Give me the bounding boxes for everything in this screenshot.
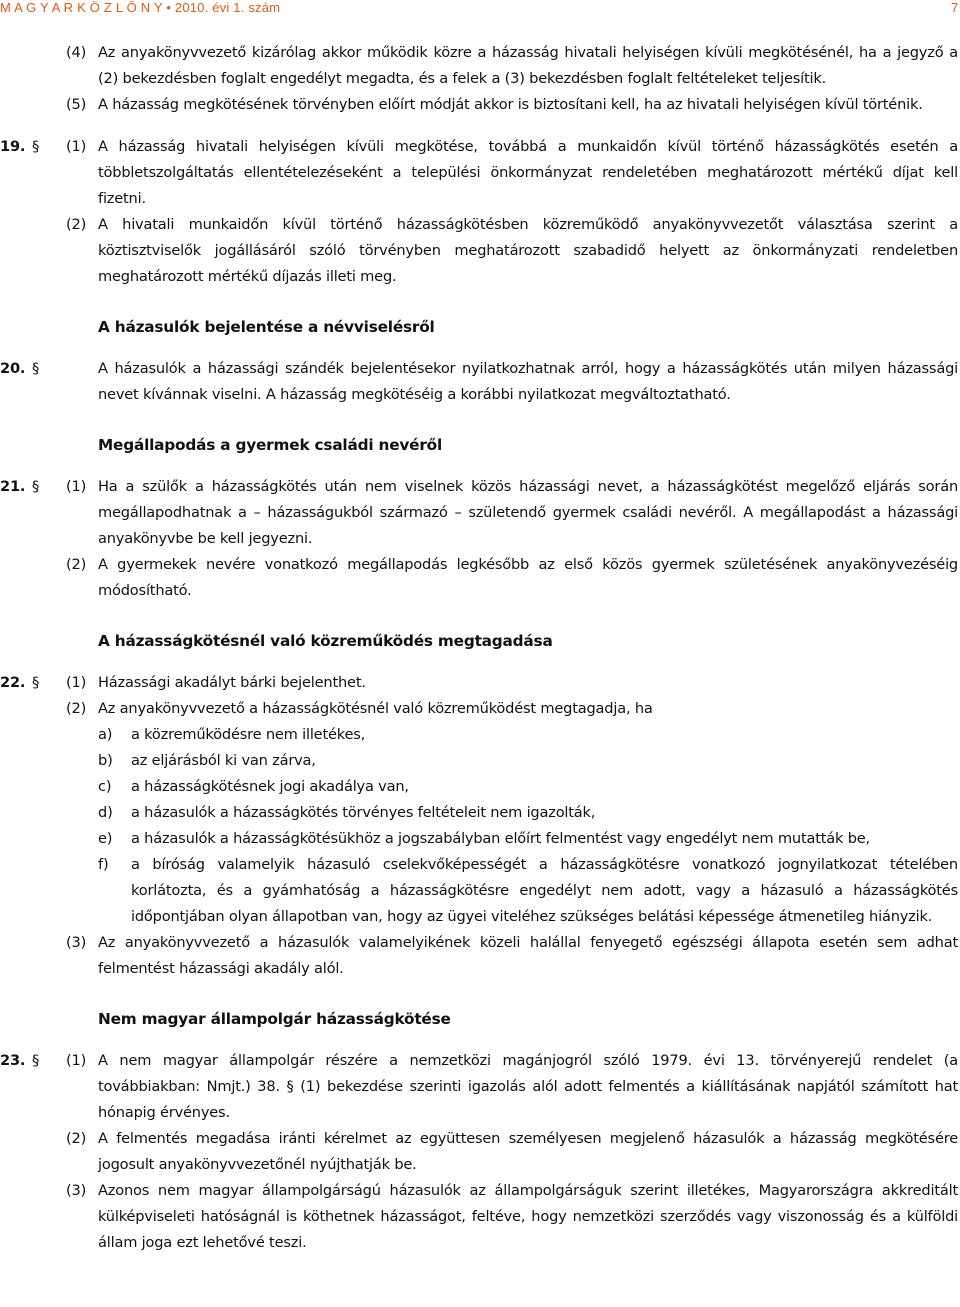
paragraph-number: (1) (66, 478, 87, 495)
paragraph-text: A házasság hivatali helyiségen kívüli megkötése, továbbá a munkaidőn kívül történő házasságkötés esetén a többletszolgáltatás ellentételezéseként a települési önkormányzat rendeletében meghatározott mértékű díjat kell fizetni. (98, 138, 958, 207)
document-body (0, 40, 958, 1256)
point-text: az eljárásból ki van zárva, (131, 752, 316, 769)
journal-title: M A G Y A R K Ö Z L Ö N Y • 2010. évi 1. szám (0, 0, 281, 15)
section-heading: Megállapodás a gyermek családi nevéről (98, 436, 443, 454)
section-number: 20. (0, 360, 26, 377)
point-a (0, 722, 958, 748)
paragraph-22-3 (0, 930, 958, 982)
section-20 (0, 356, 958, 408)
paragraph-number: (1) (66, 138, 87, 155)
paragraph-21-2 (0, 552, 958, 604)
paragraph-number: (2) (66, 700, 87, 717)
point-text: a házasságkötésnek jogi akadálya van, (131, 778, 409, 795)
paragraph-22-2 (0, 696, 958, 722)
paragraph-text: Házassági akadályt bárki bejelenthet. (98, 674, 366, 691)
section-number: 19. (0, 138, 26, 155)
section-symbol: § (32, 360, 40, 377)
paragraph-number: (1) (66, 1052, 87, 1069)
section-symbol: § (32, 478, 40, 495)
section-heading: Nem magyar állampolgár házasságkötése (98, 1010, 451, 1028)
paragraph-text: A gyermekek nevére vonatkozó megállapodás legkésőbb az első közös gyermek születésének anyakönyvezéséig módosítható. (98, 556, 958, 599)
point-letter: a) (98, 726, 113, 743)
point-d (0, 800, 958, 826)
paragraph-18-5 (0, 92, 958, 118)
point-letter: c) (98, 778, 112, 795)
section-symbol: § (32, 138, 40, 155)
paragraph-text: A házasulók a házassági szándék bejelentésekor nyilatkozhatnak arról, hogy a házasságkötés után milyen házassági nevet kívánnak viselni. A házasság megkötéséig a korábbi nyilatkozat megváltoztatható. (98, 360, 958, 403)
page-number: 7 (950, 0, 958, 15)
paragraph-text: A felmentés megadása iránti kérelmet az együttesen személyesen megjelenő házasulók a házasság megkötésére jogosult anyakönyvvezetőnél nyújthatják be. (98, 1130, 958, 1173)
section-number: 22. (0, 674, 26, 691)
point-text: a közreműködésre nem illetékes, (131, 726, 366, 743)
paragraph-23-2 (0, 1126, 958, 1178)
paragraph-text: Az anyakönyvvezető a házasulók valamelyikének közeli halállal fenyegető egészségi állapota esetén sem adhat felmentést házassági akadály alól. (98, 934, 958, 977)
section-symbol: § (32, 1052, 40, 1069)
paragraph-number: (2) (66, 1130, 87, 1147)
section-23 (0, 1048, 958, 1126)
point-b (0, 748, 958, 774)
point-text: a házasulók a házasságkötés törvényes feltételeit nem igazolták, (131, 804, 596, 821)
section-19 (0, 134, 958, 212)
paragraph-23-3 (0, 1178, 958, 1256)
paragraph-text: A hivatali munkaidőn kívül történő házasságkötésben közreműködő anyakönyvvezetőt választása szerint a köztisztviselők jogállásáról szóló törvényben meghatározott szabadidő helyett az önkormányzati rendeletben meghatározott mértékű díjazás illeti meg. (98, 216, 958, 285)
point-e (0, 826, 958, 852)
paragraph-number: (4) (66, 44, 87, 61)
section-heading: A házasulók bejelentése a névviselésről (98, 318, 435, 336)
section-22 (0, 670, 958, 696)
point-letter: e) (98, 830, 113, 847)
paragraph-text: A házasság megkötésének törvényben előírt módját akkor is biztosítani kell, ha az hivatali helyiségen kívül történik. (98, 96, 923, 113)
paragraph-text: Az anyakönyvvezető a házasságkötésnél való közreműködést megtagadja, ha (98, 700, 653, 717)
point-letter: f) (98, 856, 109, 873)
paragraph-number: (3) (66, 934, 87, 951)
paragraph-number: (1) (66, 674, 87, 691)
paragraph-number: (3) (66, 1182, 87, 1199)
section-symbol: § (32, 674, 40, 691)
section-number: 23. (0, 1052, 26, 1069)
point-f (0, 852, 958, 930)
paragraph-number: (5) (66, 96, 87, 113)
paragraph-text: Ha a szülők a házasságkötés után nem viselnek közös házassági nevet, a házasságkötést megelőző eljárás során megállapodhatnak a – házasságukból származó – születendő gyermek családi nevéről. A megállapodást a házassági anyakönyvbe be kell jegyezni. (98, 478, 958, 547)
point-letter: b) (98, 752, 113, 769)
point-text: a bíróság valamelyik házasuló cselekvőképességét a házasságkötésre vonatkozó jognyilatkozat tételében korlátozta, és a gyámhatóság a házasságkötésre engedélyt nem adott, vagy a házasuló a házasságkötés időpontjában olyan állapotban van, hogy az ügyei viteléhez szükséges belátási képessége átmenetileg hiányzik. (131, 856, 958, 925)
paragraph-text: Az anyakönyvvezető kizárólag akkor működik közre a házasság hivatali helyiségen kívüli megkötésénél, ha a jegyző a (2) bekezdésben foglalt engedélyt megadta, és a felek a (3) bekezdésben foglalt feltételeket teljesítik. (98, 44, 958, 87)
page-header (0, 0, 960, 16)
point-c (0, 774, 958, 800)
paragraph-text: A nem magyar állampolgár részére a nemzetközi magánjogról szóló 1979. évi 13. törvényerejű rendelet (a továbbiakban: Nmjt.) 38. § (1) bekezdése szerinti igazolás alól adott felmentés a kiállításának napjától számított hat hónapig érvényes. (98, 1052, 958, 1121)
section-21 (0, 474, 958, 552)
paragraph-text: Azonos nem magyar állampolgárságú házasulók az állampolgárságuk szerint illetékes, Magyarországra akkreditált külképviseleti hatóságnál is köthetnek házasságot, feltéve, hogy nemzetközi szerződés vagy viszonosság és a külföldi állam joga ezt lehetővé teszi. (98, 1182, 958, 1251)
section-heading: A házasságkötésnél való közreműködés megtagadása (98, 632, 553, 650)
paragraph-number: (2) (66, 216, 87, 233)
paragraph-19-2 (0, 212, 958, 290)
section-number: 21. (0, 478, 26, 495)
point-text: a házasulók a házasságkötésükhöz a jogszabályban előírt felmentést vagy engedélyt nem mutatták be, (131, 830, 870, 847)
paragraph-18-4 (0, 40, 958, 92)
point-letter: d) (98, 804, 113, 821)
paragraph-number: (2) (66, 556, 87, 573)
